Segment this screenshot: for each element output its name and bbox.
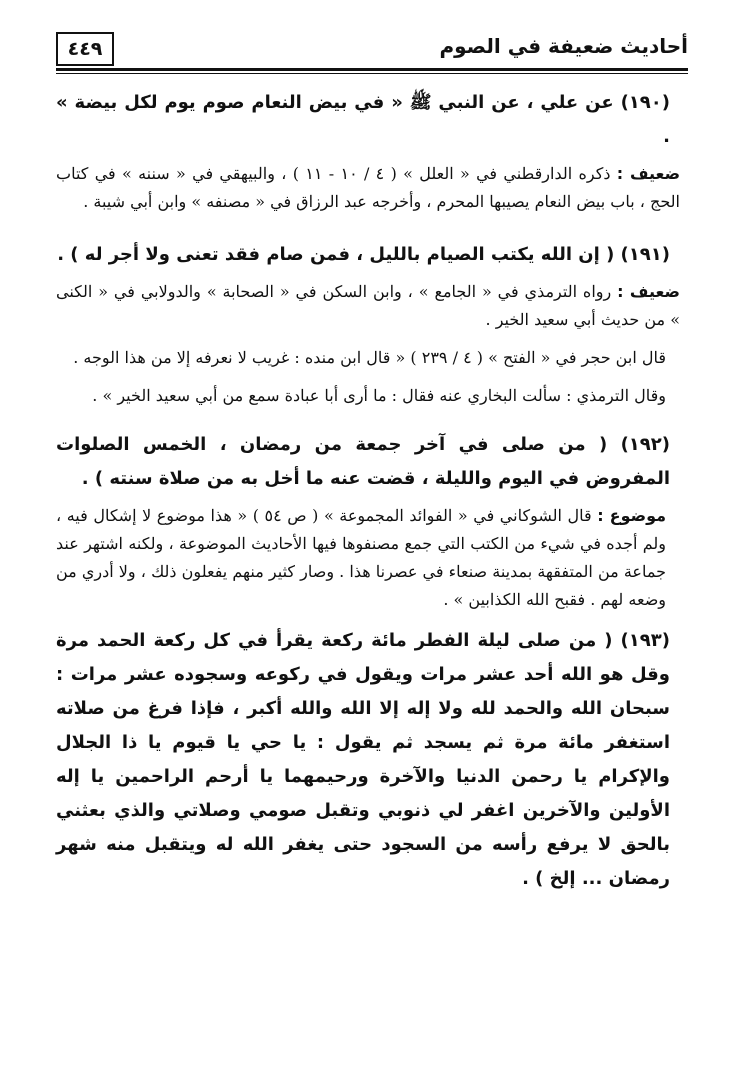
commentary-tirmidhi: وقال الترمذي : سألت البخاري عنه فقال : ما أرى أبا عبادة سمع من أبي سعيد الخير » . <box>92 386 666 405</box>
header-rule-thin <box>56 73 688 74</box>
hadith-entry-193 <box>56 624 688 896</box>
hadith-text-192: (١٩٢) ( من صلى في آخر جمعة من رمضان ، الخمس الصلوات المفروض في اليوم والليلة ، قضت عنه ما أخل به من صلاة سنته ) . <box>56 434 670 489</box>
hadith-text-190: (١٩٠) عن علي ، عن النبي ﷺ « في بيض النعام صوم يوم لكل بيضة » . <box>56 92 670 147</box>
grading-paragraph-192 <box>56 502 688 614</box>
grading-text-190: ذكره الدارقطني في « العلل » ( ٤ / ١٠ - ١١ ) ، والبيهقي في « سننه » في كتاب الحج ، باب بيض النعام يصيبها المحرم ، وأخرجه عبد الرزاق في « مصنفه » وابن أبي شيبة . <box>56 164 680 211</box>
grade-label-192: موضوع : <box>597 506 667 525</box>
grade-label-191: ضعيف : <box>617 282 681 301</box>
hadith-entry-191 <box>56 238 688 410</box>
hadith-entry-190 <box>56 86 688 216</box>
hadith-text-191: (١٩١) ( إن الله يكتب الصيام بالليل ، فمن صام فقد تعنى ولا أجر له ) . <box>57 244 670 265</box>
page-header <box>56 32 688 72</box>
header-rule <box>56 68 688 71</box>
page-number-box: ٤٤٩ <box>56 32 114 66</box>
spacer <box>56 420 688 428</box>
spacer <box>56 226 688 238</box>
running-title: أحاديث ضعيفة في الصوم <box>439 34 688 58</box>
commentary-ibn-hajar: قال ابن حجر في « الفتح » ( ٤ / ٢٣٩ ) « قال ابن منده : غريب لا نعرفه إلا من هذا الوجه . <box>73 348 666 367</box>
grade-label-190: ضعيف : <box>616 164 681 183</box>
grading-text-192: قال الشوكاني في « الفوائد المجموعة » ( ص ٥٤ ) « هذا موضوع لا إشكال فيه ، ولم أجده في شيء من الكتب التي جمع مصنفوها فيها الأحاديث الموضوعة ، ولكنه اشتهر عند جماعة من المتفقهة بمدينة صنعاء في عصرنا هذا . وصار كثير منهم يفعلون ذلك ، ولا أدري من وضعه لهم . فقبح الله الكذابين » . <box>56 506 667 609</box>
page-content <box>56 86 688 902</box>
grading-paragraph-190 <box>56 160 688 216</box>
grading-paragraph-191 <box>56 278 688 334</box>
hadith-entry-192 <box>56 428 688 614</box>
grading-text-191: رواه الترمذي في « الجامع » ، وابن السكن في « الصحابة » والدولابي في « الكنى » من حديث أبي سعيد الخير . <box>56 282 680 329</box>
hadith-text-193: (١٩٣) ( من صلى ليلة الفطر مائة ركعة يقرأ في كل ركعة الحمد مرة وقل هو الله أحد عشر مرات ويقول في ركوعه وسجوده عشر مرات : سبحان الله والحمد لله ولا إله إلا الله والله أكبر ، فإذا فرغ من صلاته استغفر مائة مرة ثم يسجد ثم يقول : يا حي يا قيوم يا ذا الجلال والإكرام يا رحمن الدنيا والآخرة ورحيمهما يا أرحم الراحمين يا إله الأولين والآخرين اغفر لي ذنوبي وتقبل صومي وصلاتي والذي بعثني بالحق لا يرفع رأسه من السجود حتى يغفر الله له ويتقبل منه شهر رمضان ... إلخ ) . <box>56 630 670 889</box>
